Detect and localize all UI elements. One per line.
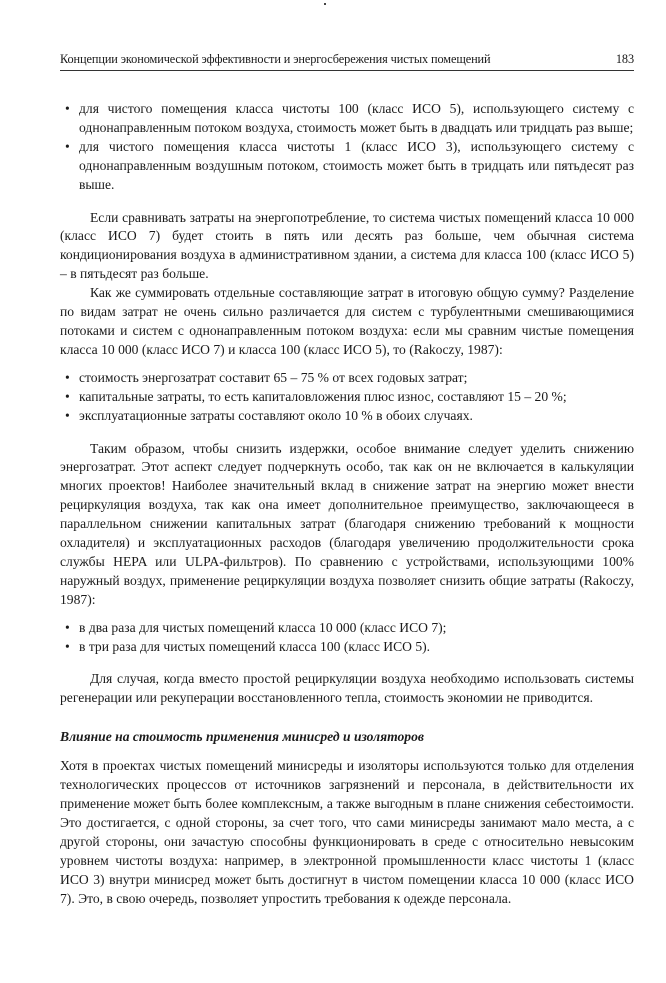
list-item: • в два раза для чистых помещений класса 10 000 (класс ИСО 7); [60,619,634,638]
list-item: • для чистого помещения класса чистоты 100 (класс ИСО 5), использующего систему с однонаправленным потоком воздуха, стоимость может быть в двадцать или тридцать раз выше; [60,100,634,138]
paragraph-recirculation: Таким образом, чтобы снизить издержки, особое внимание следует уделить снижению энергозатрат. Этот аспект следует подчеркнуть особо, так как он не включается в калькуляции многих проектов! Наиболее значительный вклад в снижение затрат на энергию может внести рециркуляция воздуха, так как она имеет дополнительное преимущество, заключающееся в параллельном снижении капитальных затрат (благодаря снижению требований к мощности охладителя) и эксплуатационных расходов (благодаря увеличению продолжительности срока службы HEPA или ULPA-фильтров). По сравнению с устройствами, использующими 100% наружный воздух, применение рециркуляции воздуха позволяет снизить общие затраты (Rakoczy, 1987): [60,440,634,607]
page-content [60,100,634,908]
scan-speck [324,3,326,5]
bullet-list-cost-multipliers [60,100,634,195]
list-item: • стоимость энергозатрат составит 65 – 75 % от всех годовых затрат; [60,369,634,388]
section-heading: Влияние на стоимость применения минисред и изоляторов [60,729,424,745]
list-item: • в три раза для чистых помещений класса 100 (класс ИСО 5). [60,638,634,657]
list-item: • для чистого помещения класса чистоты 1 (класс ИСО 3), использующего систему с однонаправленным воздушным потоком, стоимость может быть в тридцать или пятьдесят раз выше. [60,138,634,195]
page-number: 183 [615,52,634,66]
paragraph-heat-recovery: Для случая, когда вместо простой рециркуляции воздуха необходимо использовать системы регенерации или рекуперации восстановленного тепла, стоимость экономии не приводится. [60,671,634,706]
bullet-list-savings [60,619,634,657]
list-item: • капитальные затраты, то есть капиталовложения плюс износ, составляют 15 – 20 %; [60,388,634,407]
list-item: • эксплуатационные затраты составляют около 10 % в обоих случаях. [60,407,634,426]
paragraph-cost-breakdown: Как же суммировать отдельные составляющие затрат в итоговую общую сумму? Разделение по видам затрат не очень сильно различается для систем с турбулентными смешивающимися потоками и систем с однонаправленным потоком воздуха: если мы сравним чистые помещения класса 10 000 (класс ИСО 7) и класса 100 (класс ИСО 5), то (Rakoczy, 1987): [60,285,634,357]
running-title: Концепции экономической эффективности и энергосбережения чистых помещений [60,52,491,66]
bullet-list-cost-shares [60,369,634,426]
paragraph-energy-comparison: Если сравнивать затраты на энергопотребление, то система чистых помещений класса 10 000 (класс ИСО 7) будет стоить в пять или десять раз больше, чем обычная система кондиционирования воздуха в административном здании, а система для класса 100 (класс ИСО 5) – в пятьдесят раз больше. [60,209,634,282]
paragraph-minienvironments: Хотя в проектах чистых помещений минисреды и изоляторы используются только для отделения технологических процессов от источников загрязнений и персонала, в действительности их применение может быть более комплексным, а также выгодным в плане снижения себестоимости. Это достигается, с одной стороны, за счет того, что сами минисреды занимают мало места, а с другой стороны, они зачастую способны функционировать в среде с относительно невысоким уровнем чистоты воздуха: например, в электронной промышленности класс чистоты 1 (класс ИСО 3) внутри минисред может быть достигнут в чистом помещении класса 10 000 (класс ИСО 7). Это, в свою очередь, позволяет упростить требования к одежде персонала. [60,758,634,906]
running-header [60,52,634,71]
